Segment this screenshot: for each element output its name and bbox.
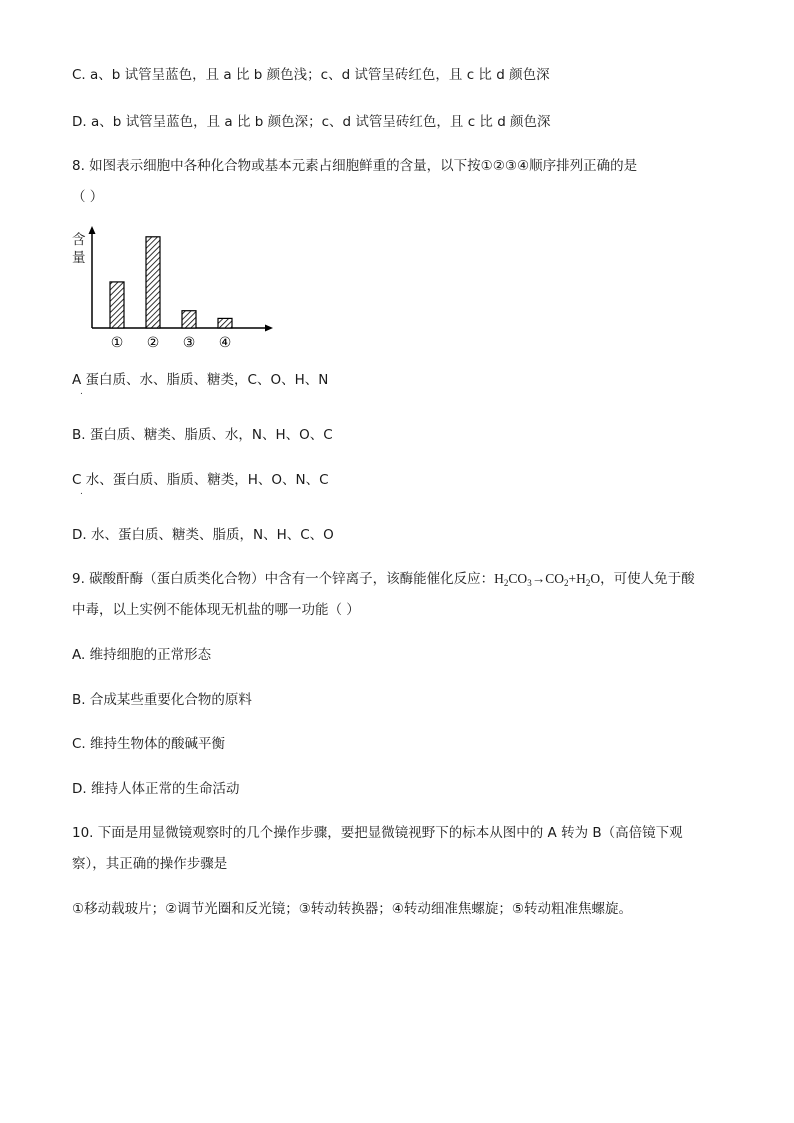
q9-stem-text-1: 9. 碳酸酐酶（蛋白质类化合物）中含有一个锌离子，该酶能催化反应： [72, 571, 495, 587]
x-tick-label: ② [146, 335, 160, 351]
x-tick-label: ④ [218, 335, 232, 351]
x-tick-label: ③ [182, 335, 196, 351]
x-axis-arrow [265, 325, 273, 332]
q10-steps: ①移动载玻片；②调节光圈和反光镜；③转动转换器；④转动细准焦螺旋；⑤转动粗准焦螺旋。 [72, 901, 633, 917]
y-axis-arrow [89, 226, 96, 234]
stray-dot: . [80, 487, 83, 497]
q10-stem: 10. 下面是用显微镜观察时的几个操作步骤，要把显微镜视野下的标本从图中的 A 转为 B（高倍镜下观 [72, 825, 683, 841]
q9-option-b: B. 合成某些重要化合物的原料 [72, 692, 252, 708]
chart-ylabel: 含量 [72, 232, 86, 266]
x-tick-label: ① [110, 335, 124, 351]
bar-3 [182, 311, 196, 328]
q8-stem: 8. 如图表示细胞中各种化合物或基本元素占细胞鲜重的含量，以下按①②③④顺序排列正确的是 [72, 158, 638, 174]
q9-stem-line2: 中毒，以上实例不能体现无机盐的哪一功能（ ） [72, 602, 360, 618]
q8-option-d: D. 水、蛋白质、糖类、脂质，N、H、C、O [72, 527, 334, 543]
q8-option-c: C 水、蛋白质、脂质、糖类，H、O、N、C [72, 472, 329, 488]
reaction-formula: $H_2CO_3\to CO_2+H_2O$ [494, 571, 601, 588]
q8-option-b: B. 蛋白质、糖类、脂质、水，N、H、O、C [72, 427, 333, 443]
q9-stem [72, 570, 695, 592]
q9-option-d: D. 维持人体正常的生命活动 [72, 781, 240, 797]
q7-option-c: C. a、b 试管呈蓝色，且 a 比 b 颜色浅；c、d 试管呈砖红色，且 c 比 d 颜色深 [72, 67, 550, 83]
q9-stem-text-2: ，可使人免于酸 [600, 571, 695, 587]
q9-option-c: C. 维持生物体的酸碱平衡 [72, 736, 226, 752]
q8-answer-paren: （ ） [72, 189, 104, 205]
q7-option-d: D. a、b 试管呈蓝色，且 a 比 b 颜色深；c、d 试管呈砖红色，且 c 比 d 颜色深 [72, 114, 551, 130]
q10-stem-line2: 察），其正确的操作步骤是 [72, 856, 228, 872]
bar-4 [218, 318, 232, 328]
stray-dot: . [80, 387, 83, 397]
bar-1 [110, 282, 124, 328]
bar-chart [70, 222, 290, 352]
bar-2 [146, 237, 160, 328]
q8-option-a: A 蛋白质、水、脂质、糖类，C、O、H、N [72, 372, 329, 388]
q9-option-a: A. 维持细胞的正常形态 [72, 647, 212, 663]
